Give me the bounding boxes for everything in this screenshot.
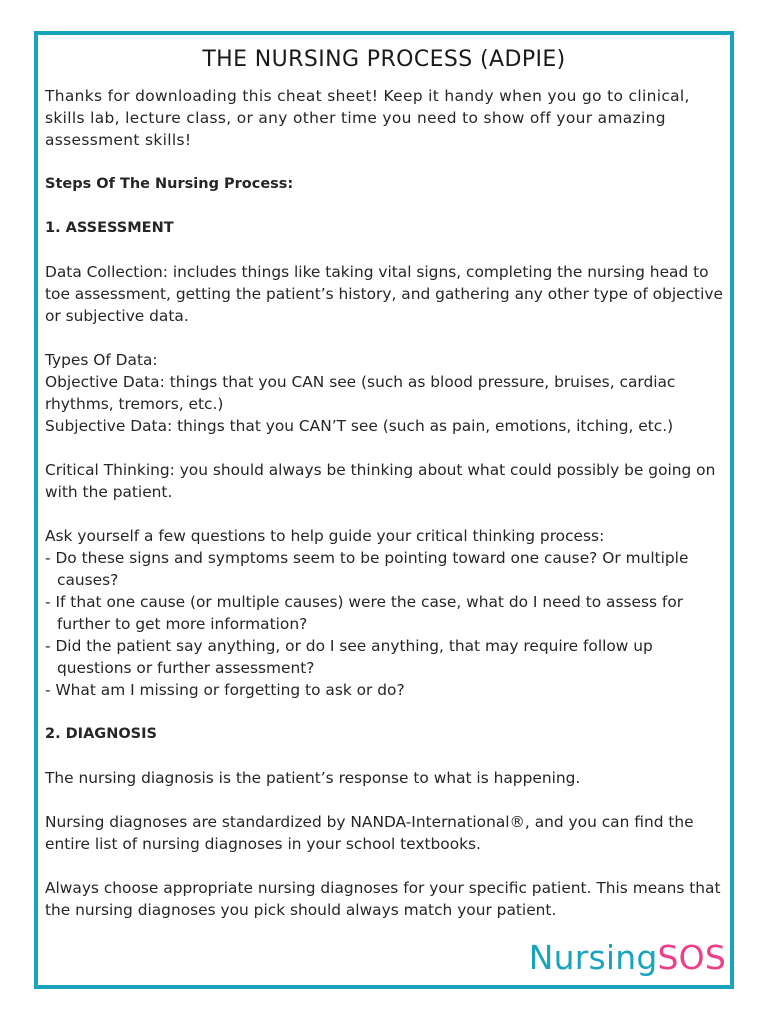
question-item: - If that one cause (or multiple causes) were the case, what do I need to assess for further to get more information? [45,593,684,633]
nanda-text: Nursing diagnoses are standardized by NANDA-International®, and you can find the entire list of nursing diagnoses in your school textbooks. [45,813,694,853]
page-title: THE NURSING PROCESS (ADPIE) [202,47,566,72]
diagnosis-definition: The nursing diagnosis is the patient’s response to what is happening. [45,769,581,787]
question-item: - What am I missing or forgetting to ask or do? [45,681,405,699]
assessment-heading: 1. ASSESSMENT [45,220,174,236]
critical-thinking-text: Critical Thinking: you should always be thinking about what could possibly be going on with the patient. [45,461,716,501]
nursingsos-logo [529,938,726,978]
intro-text: Thanks for downloading this cheat sheet! Keep it handy when you go to clinical, skills lab, lecture class, or any other time you need to show off your amazing assessment skills! [45,87,690,149]
cheat-sheet-body [45,85,725,921]
logo-part-sos: SOS [657,938,726,977]
data-collection-text: Data Collection: includes things like taking vital signs, completing the nursing head to toe assessment, getting the patient’s history, and gathering any other type of objective or subjective data. [45,263,723,325]
diagnosis-heading: 2. DIAGNOSIS [45,726,157,742]
types-of-data-heading: Types Of Data: [45,351,158,369]
choose-diagnoses-text: Always choose appropriate nursing diagnoses for your specific patient. This means that the nursing diagnoses you pick should always match your patient. [45,879,721,919]
question-item: - Did the patient say anything, or do I see anything, that may require follow up questions or further assessment? [45,637,653,677]
question-item: - Do these signs and symptoms seem to be pointing toward one cause? Or multiple causes? [45,549,689,589]
subjective-data-text: Subjective Data: things that you CAN’T see (such as pain, emotions, itching, etc.) [45,417,674,435]
logo-part-nursing: Nursing [528,938,658,977]
questions-intro: Ask yourself a few questions to help guide your critical thinking process: [45,527,605,545]
steps-heading: Steps Of The Nursing Process: [45,176,294,192]
objective-data-text: Objective Data: things that you CAN see (such as blood pressure, bruises, cardiac rhythms, tremors, etc.) [45,373,676,413]
